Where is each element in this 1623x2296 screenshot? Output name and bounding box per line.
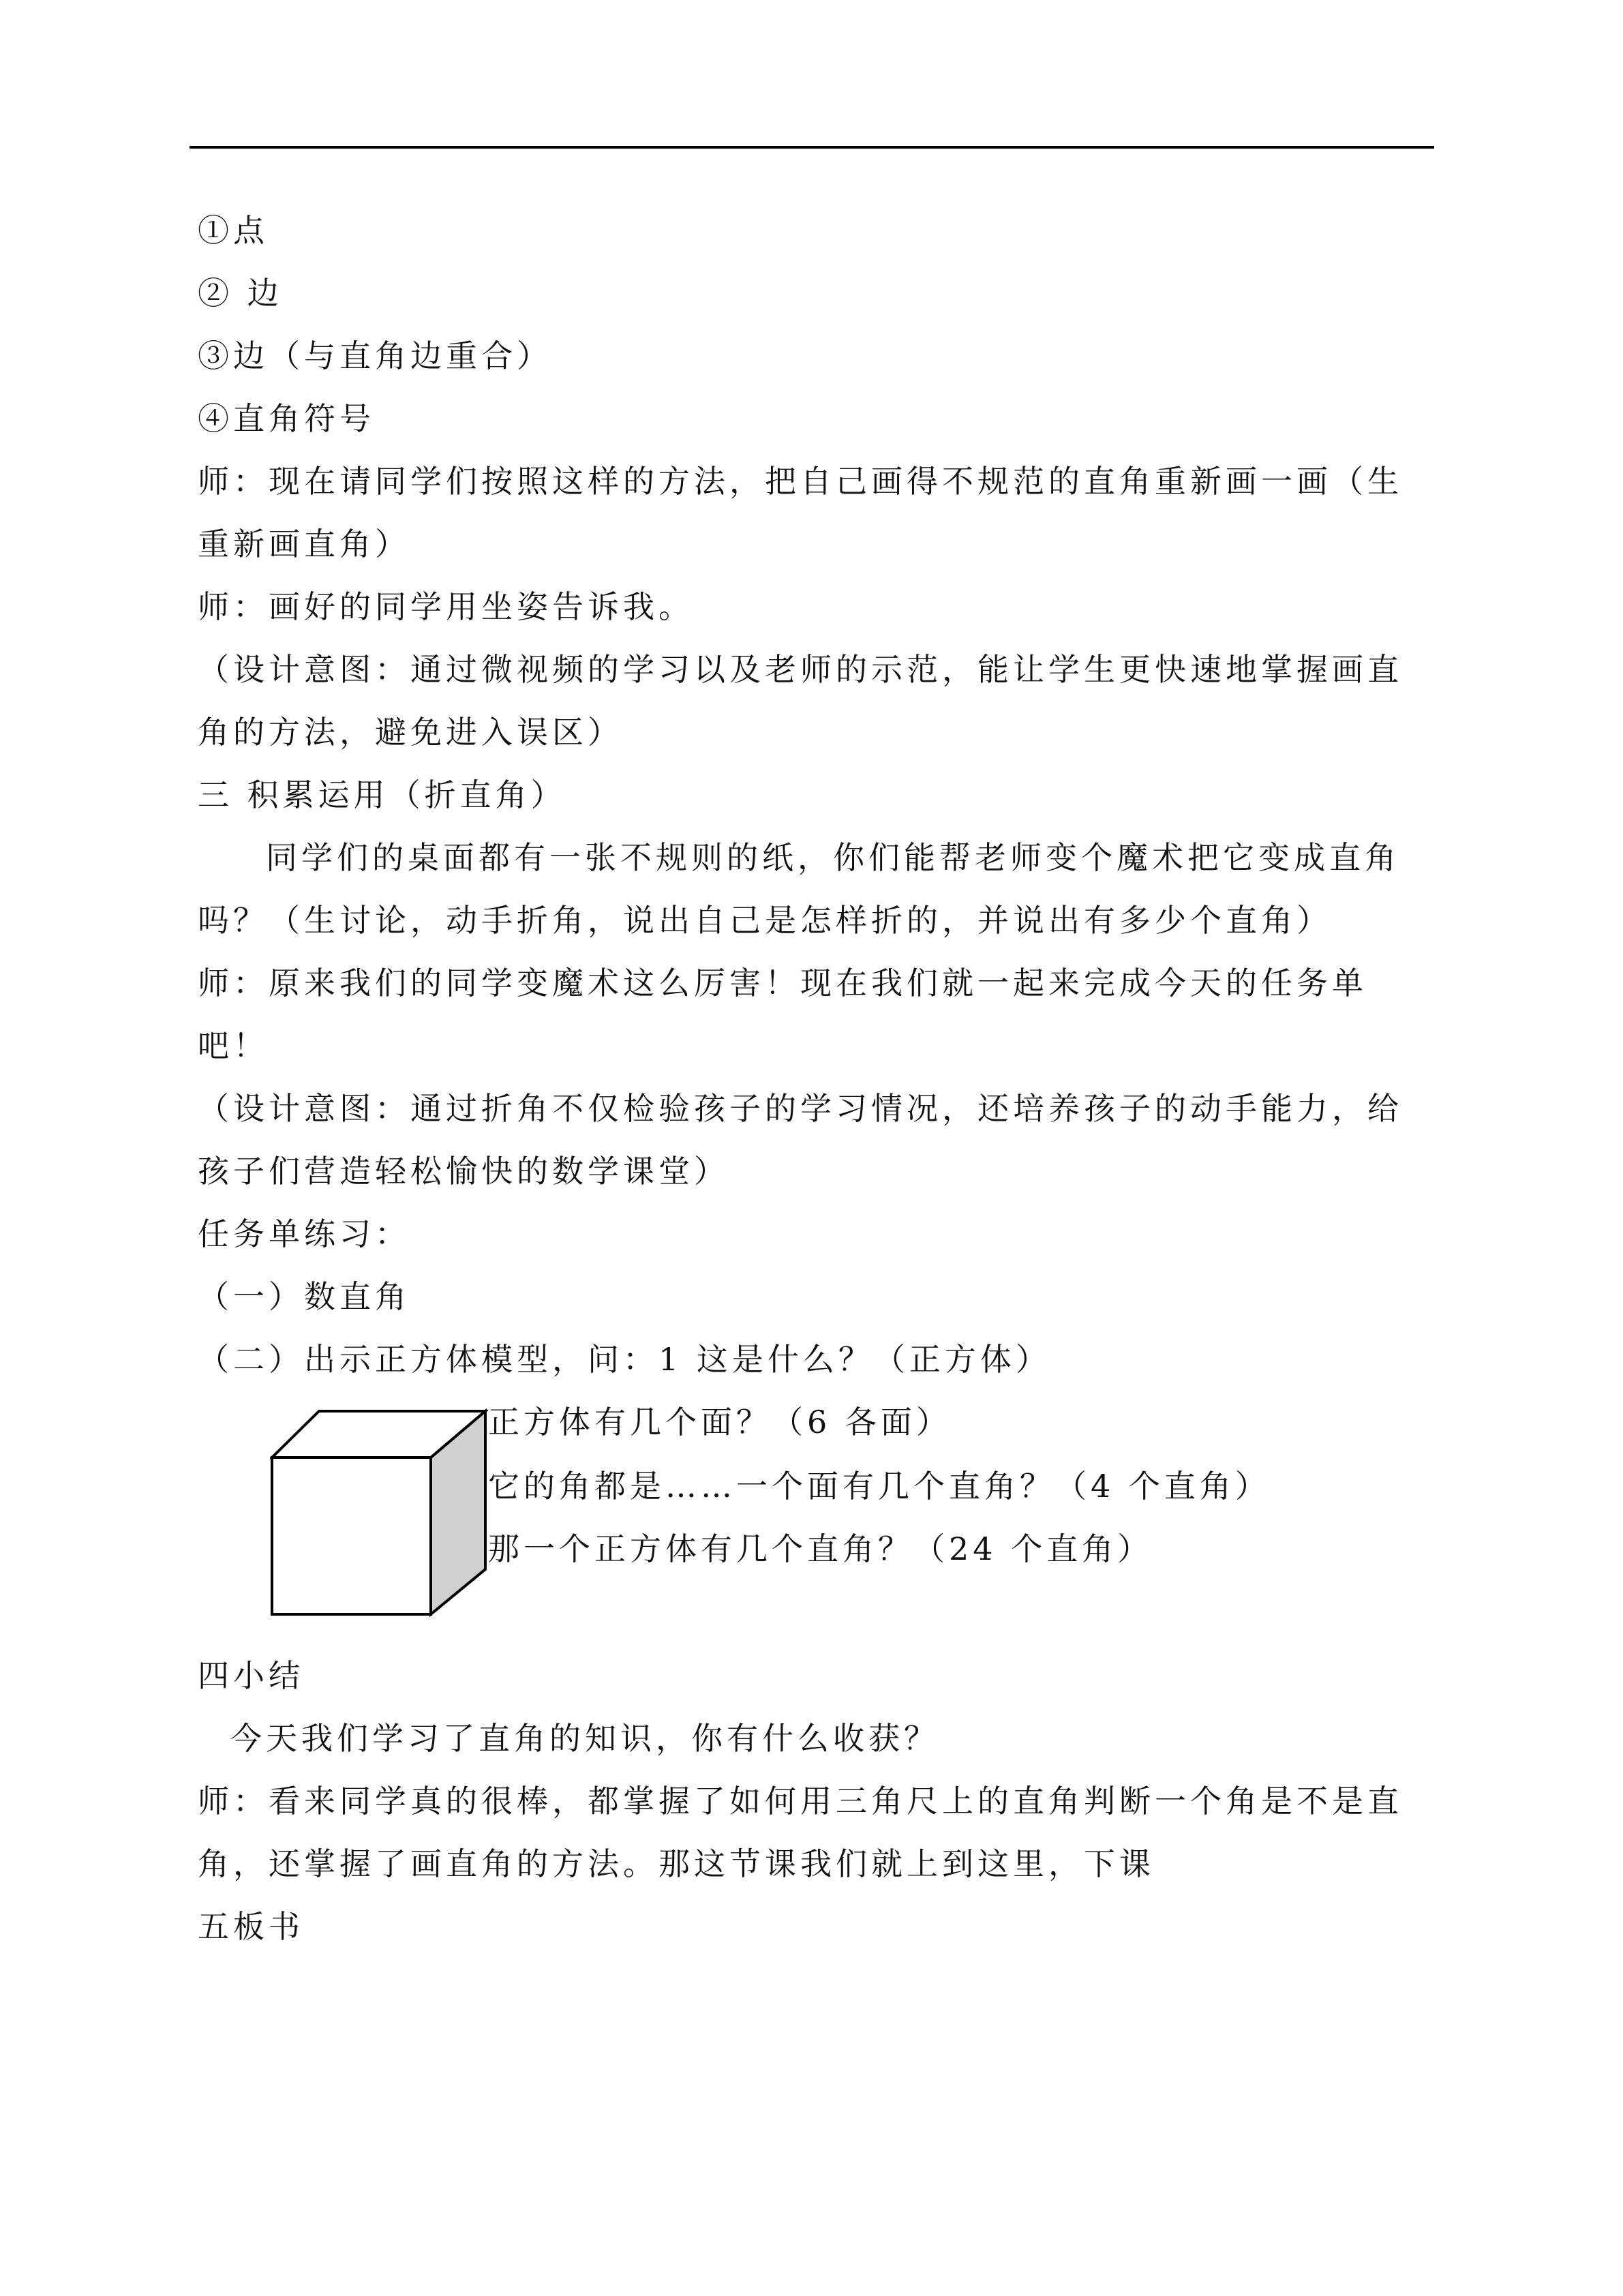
step-edge-overlap: ③边（与直角边重合）	[198, 337, 552, 374]
cube-total-angles-question: 那一个正方体有几个直角？（24 个直角）	[488, 1530, 1153, 1567]
teacher-line-task-cont: 吧！	[198, 1027, 269, 1064]
task-cube-model: （二）出示正方体模型，问：1 这是什么？（正方体）	[198, 1341, 1051, 1378]
teacher-closing: 师：看来同学真的很棒，都掌握了如何用三角尺上的直角判断一个角是不是直	[198, 1783, 1403, 1819]
teacher-line-redraw-cont: 重新画直角）	[198, 526, 410, 562]
cube-face-angles-question: 它的角都是……一个面有几个直角？（4 个直角）	[488, 1468, 1271, 1505]
teacher-line-redraw: 师：现在请同学们按照这样的方法，把自己画得不规范的直角重新画一画（生	[198, 463, 1403, 500]
cube-faces-question: 正方体有几个面？（6 各面）	[488, 1404, 952, 1440]
section-five-heading: 五板书	[198, 1908, 304, 1945]
paragraph-magic-cont: 吗？（生讨论，动手折角，说出自己是怎样折的，并说出有多少个直角）	[198, 902, 1332, 939]
cube-diagram	[270, 1408, 488, 1617]
section-four-heading: 四小结	[198, 1657, 304, 1694]
teacher-closing-cont: 角，还掌握了画直角的方法。那这节课我们就上到这里，下课	[198, 1845, 1155, 1882]
teacher-line-posture: 师：画好的同学用坐姿告诉我。	[198, 588, 694, 625]
teacher-line-task: 师：原来我们的同学变魔术这么厉害！现在我们就一起来完成今天的任务单	[198, 965, 1367, 1001]
header-rule	[189, 146, 1434, 149]
design-intent-1: （设计意图：通过微视频的学习以及老师的示范，能让学生更快速地掌握画直	[198, 651, 1403, 688]
paragraph-magic: 同学们的桌面都有一张不规则的纸，你们能帮老师变个魔术把它变成直角	[266, 839, 1400, 876]
section-three-heading: 三 积累运用（折直角）	[198, 776, 566, 813]
cube-front-face	[272, 1457, 431, 1614]
summary-question: 今天我们学习了直角的知识，你有什么收获？	[230, 1720, 939, 1757]
design-intent-2-cont: 孩子们营造轻松愉快的数学课堂）	[198, 1153, 729, 1190]
step-edge: ② 边	[198, 275, 283, 312]
step-right-angle-symbol: ④直角符号	[198, 400, 375, 437]
task-practice-label: 任务单练习：	[198, 1215, 410, 1252]
step-point: ①点	[198, 212, 269, 249]
design-intent-1-cont: 角的方法，避免进入误区）	[198, 714, 623, 751]
design-intent-2: （设计意图：通过折角不仅检验孩子的学习情况，还培养孩子的动手能力，给	[198, 1090, 1403, 1127]
task-count-angles: （一）数直角	[198, 1278, 410, 1315]
